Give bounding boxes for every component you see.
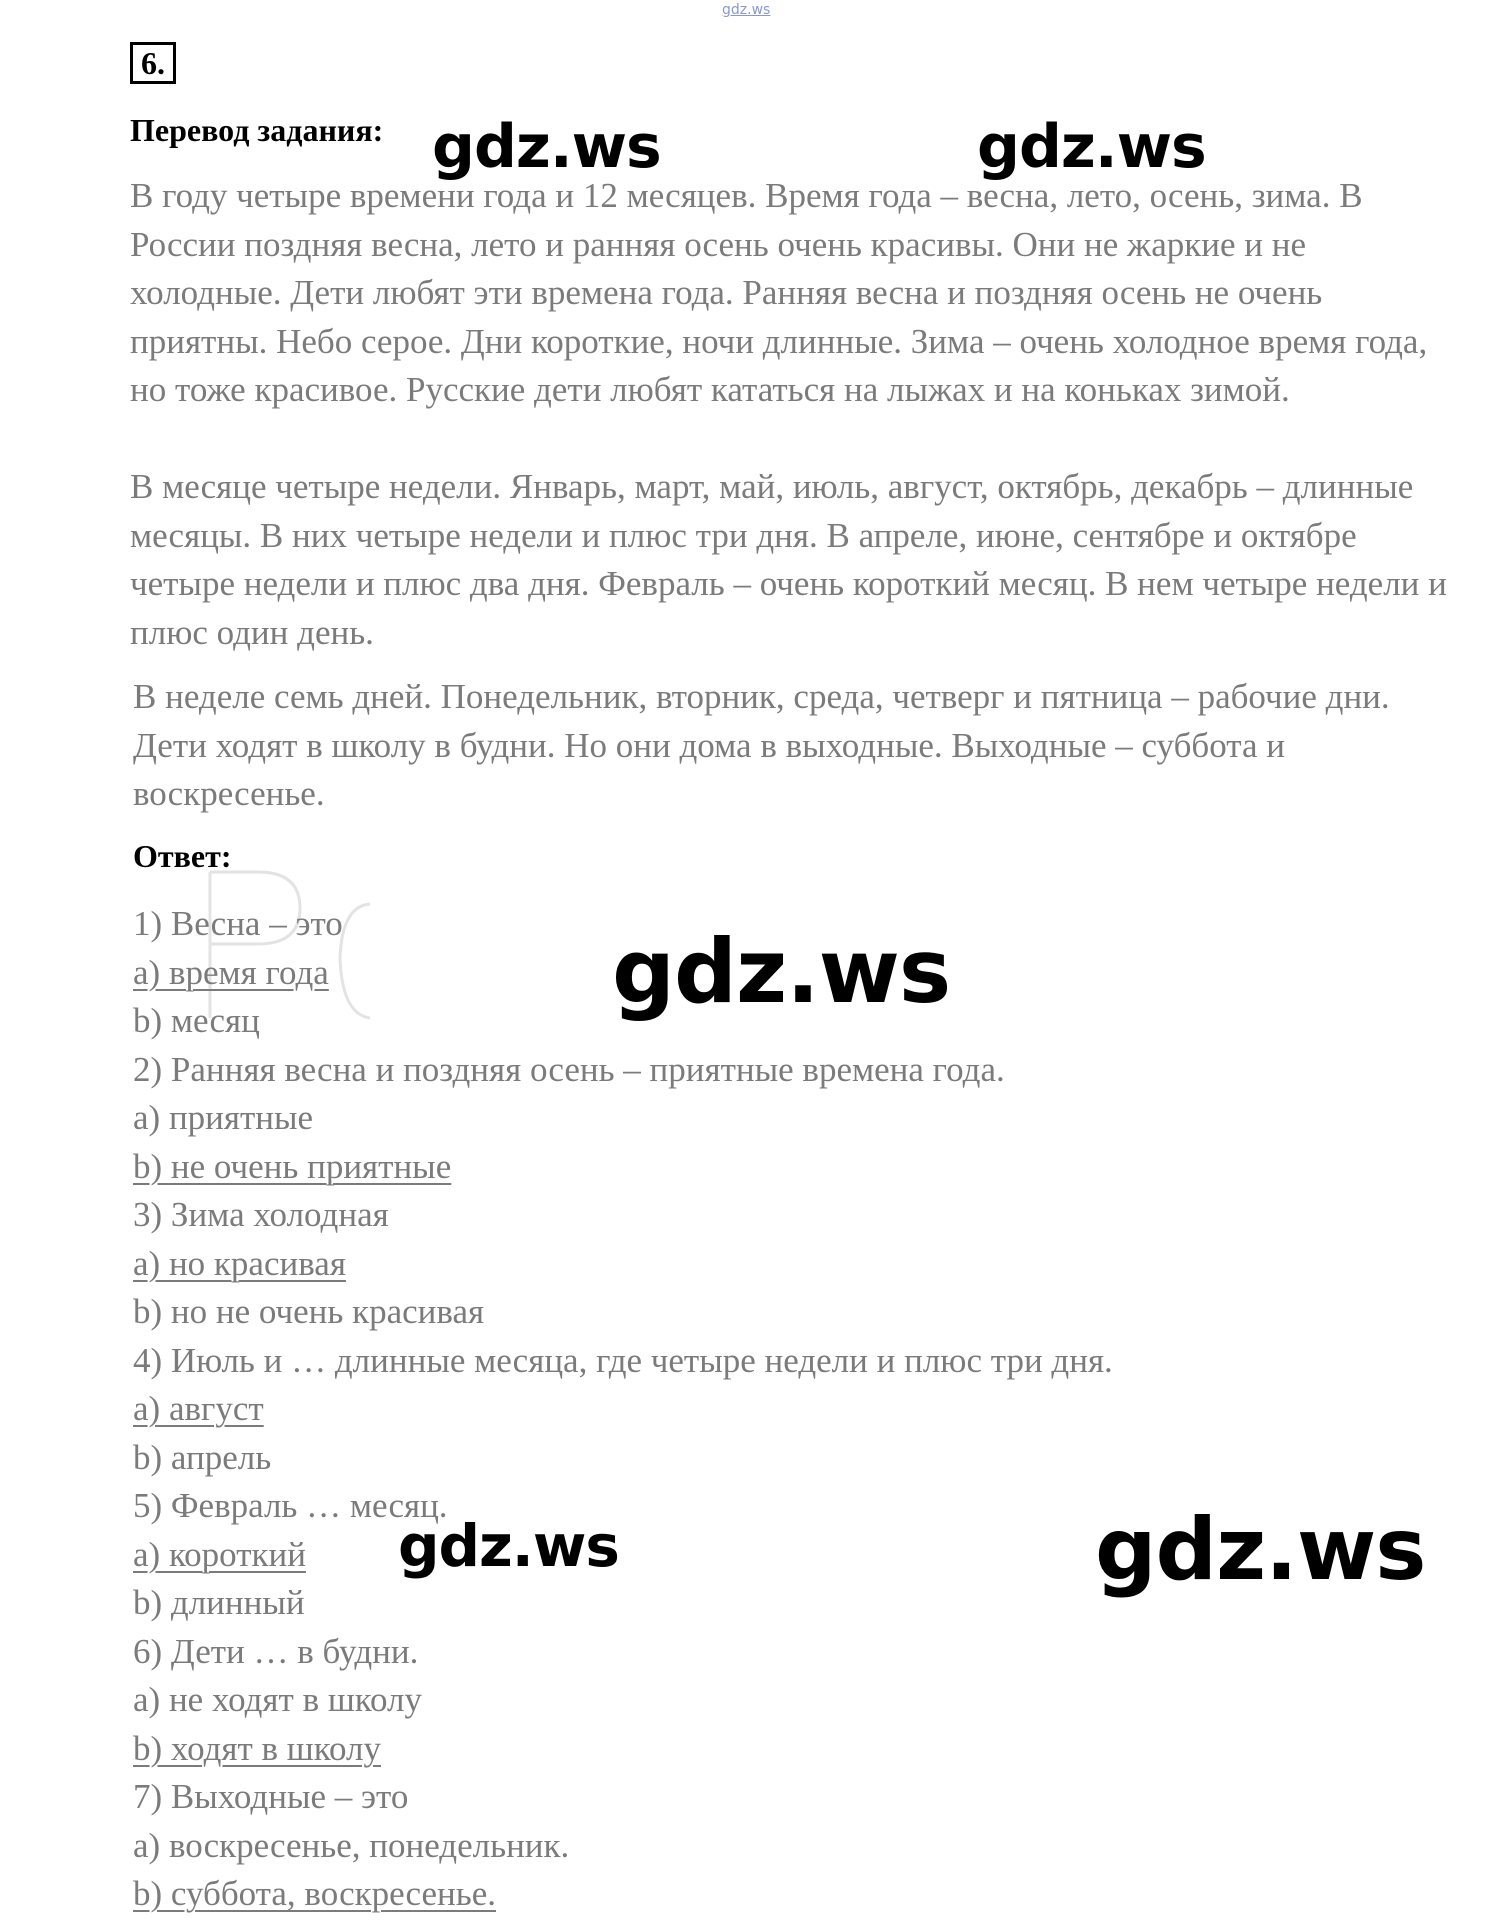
top-watermark: gdz.ws [722,2,771,18]
answer-line: a) воскресенье, понедельник. [133,1825,570,1865]
answer-line-correct: a) короткий [133,1534,306,1574]
answer-line: a) приятные [133,1098,314,1137]
answer-line-correct: a) август [133,1389,264,1428]
translation-paragraph: В месяце четыре недели. Январь, март, май, июль, август, октябрь, декабрь – длинные месяцы. В них четыре недели и плюс три дня. В апреле, июне, сентябре и октябре четыре недели и плюс два дня. Февраль – очень короткий месяц. В нем четыре недели и плюс один день. [130,467,1447,652]
answer-line: 1) Весна – это [133,904,343,943]
translation-paragraph: В году четыре времени года и 12 месяцев. Время года – весна, лето, осень, зима. В России поздняя весна, лето и ранняя осень очень красивы. Они не жаркие и не холодные. Дети любят эти времена года. Ранняя весна и поздняя осень не очень приятны. Небо серое. Дни короткие, ночи длинные. Зима – очень холодное время года, но тоже красивое. Русские дети любят кататься на лыжах и на коньках зимой. [130,176,1428,410]
watermark: gdz.ws [612,920,951,1023]
answer-line: 2) Ранняя весна и поздняя осень – приятные времена года. [133,1049,1005,1089]
answer-line-correct: a) но красивая [133,1243,346,1283]
task-number: 6. [130,42,176,84]
translation-paragraph: В неделе семь дней. Понедельник, вторник, среда, четверг и пятница – рабочие дни. Дети ходят в школу в будни. Но они дома в выходные. Выходные – суббота и воскресенье. [133,677,1390,814]
answer-line: 4) Июль и … длинные месяца, где четыре недели и плюс три дня. [133,1340,1113,1380]
watermark: gdz.ws [398,1512,619,1580]
answer-line: b) длинный [133,1583,305,1622]
answer-line: b) месяц [133,1001,260,1040]
answer-heading: Ответ: [133,838,232,874]
watermark: gdz.ws [432,112,661,182]
answer-line-correct: b) суббота, воскресенье. [133,1874,497,1913]
answer-line: 3) Зима холодная [133,1195,389,1234]
answer-line: a) не ходят в школу [133,1680,423,1719]
answer-line: b) апрель [133,1437,272,1477]
answer-line-correct: b) ходят в школу [133,1728,381,1768]
answer-line: b) но не очень красивая [133,1292,485,1331]
answer-line: 5) Февраль … месяц. [133,1486,448,1525]
answer-line: 7) Выходные – это [133,1777,409,1816]
answer-list [133,900,1113,1919]
watermark: gdz.ws [1095,1500,1426,1600]
answer-line-correct: b) не очень приятные [133,1146,452,1186]
answer-line-correct: a) время года [133,952,329,992]
answer-line: 6) Дети … в будни. [133,1631,419,1671]
translation-heading: Перевод задания: [130,112,384,148]
watermark: gdz.ws [977,112,1206,182]
